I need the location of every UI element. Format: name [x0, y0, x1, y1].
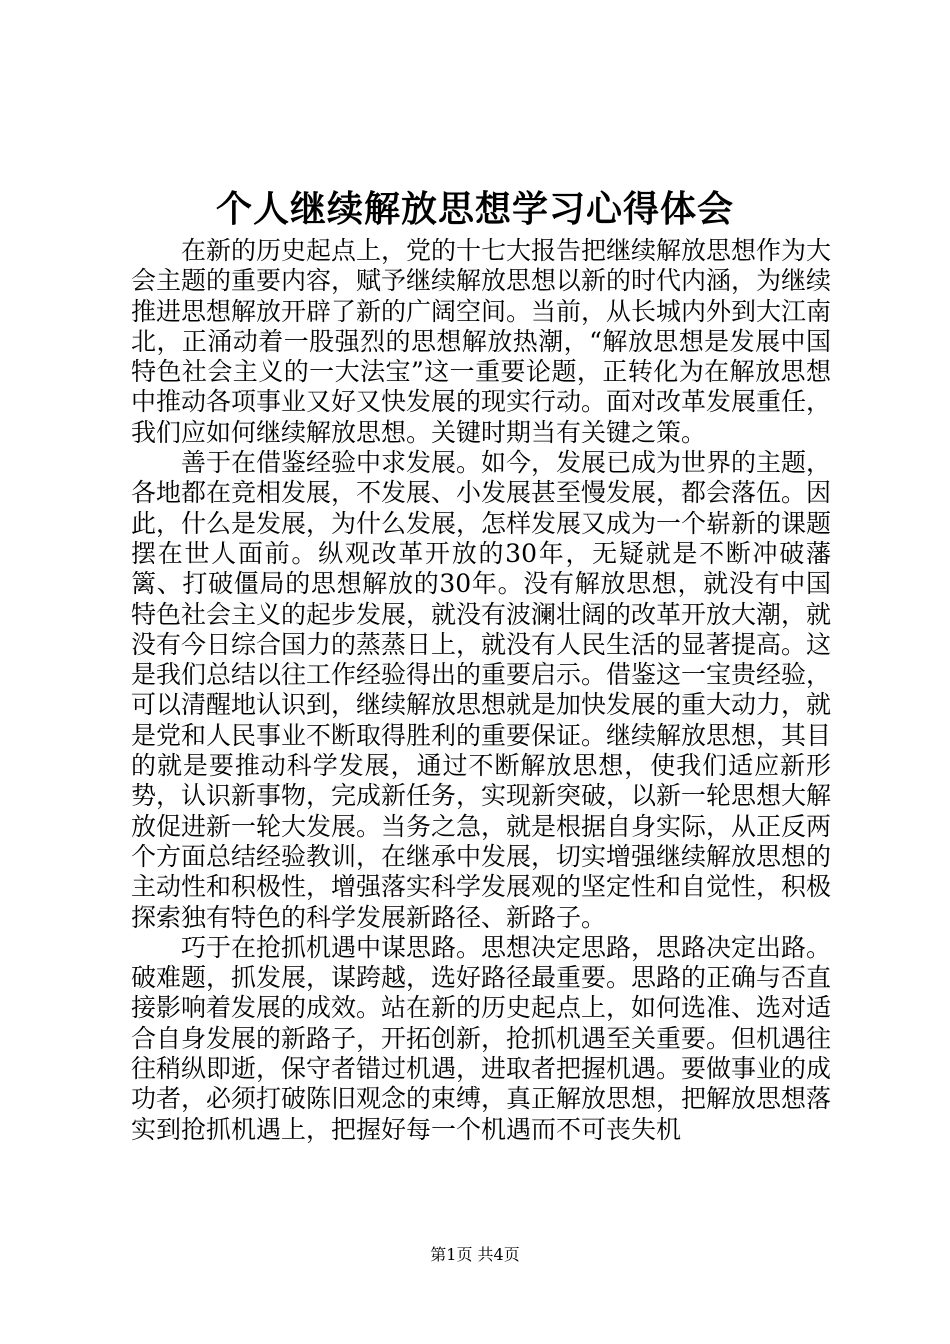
document-title: 个人继续解放思想学习心得体会	[215, 188, 734, 230]
document-body	[131, 236, 831, 1145]
paragraph-2: 善于在借鉴经验中求发展。如今，发展已成为世界的主题，各地都在竞相发展，不发展、小发展甚至慢发展，都会落伍。因此，什么是发展，为什么发展，怎样发展又成为一个崭新的课题摆在世人面前。纵观改革开放的30年，无疑就是不断冲破藩篱、打破僵局的思想解放的30年。没有解放思想，就没有中国特色社会主义的起步发展，就没有波澜壮阔的改革开放大潮，就没有今日综合国力的蒸蒸日上，就没有人民生活的显著提高。这是我们总结以往工作经验得出的重要启示。借鉴这一宝贵经验，可以清醒地认识到，继续解放思想就是加快发展的重大动力，就是党和人民事业不断取得胜利的重要保证。继续解放思想，其目的就是要推动科学发展，通过不断解放思想，使我们适应新形势，认识新事物，完成新任务，实现新突破，以新一轮思想大解放促进新一轮大发展。当务之急，就是根据自身实际，从正反两个方面总结经验教训，在继承中发展，切实增强继续解放思想的主动性和积极性，增强落实科学发展观的坚定性和自觉性，积极探索独有特色的科学发展新路径、新路子。	[131, 448, 832, 932]
paragraph-3: 巧于在抢抓机遇中谋思路。思想决定思路，思路决定出路。破难题，抓发展，谋跨越，选好路径最重要。思路的正确与否直接影响着发展的成效。站在新的历史起点上，如何选准、选对适合自身发展的新路子，开拓创新，抢抓机遇至关重要。但机遇往往稍纵即逝，保守者错过机遇，进取者把握机遇。要做事业的成功者，必须打破陈旧观念的束缚，真正解放思想，把解放思想落实到抢抓机遇上，把握好每一个机遇而不可丧失机	[131, 932, 832, 1144]
page-footer: 第1页 共4页	[430, 1245, 520, 1264]
paragraph-1: 在新的历史起点上，党的十七大报告把继续解放思想作为大会主题的重要内容，赋予继续解放思想以新的时代内涵，为继续推进思想解放开辟了新的广阔空间。当前，从长城内外到大江南北，正涌动着一股强烈的思想解放热潮，“解放思想是发展中国特色社会主义的一大法宝”这一重要论题，正转化为在解放思想中推动各项事业又好又快发展的现实行动。面对改革发展重任，我们应如何继续解放思想。关键时期当有关键之策。	[131, 236, 832, 447]
